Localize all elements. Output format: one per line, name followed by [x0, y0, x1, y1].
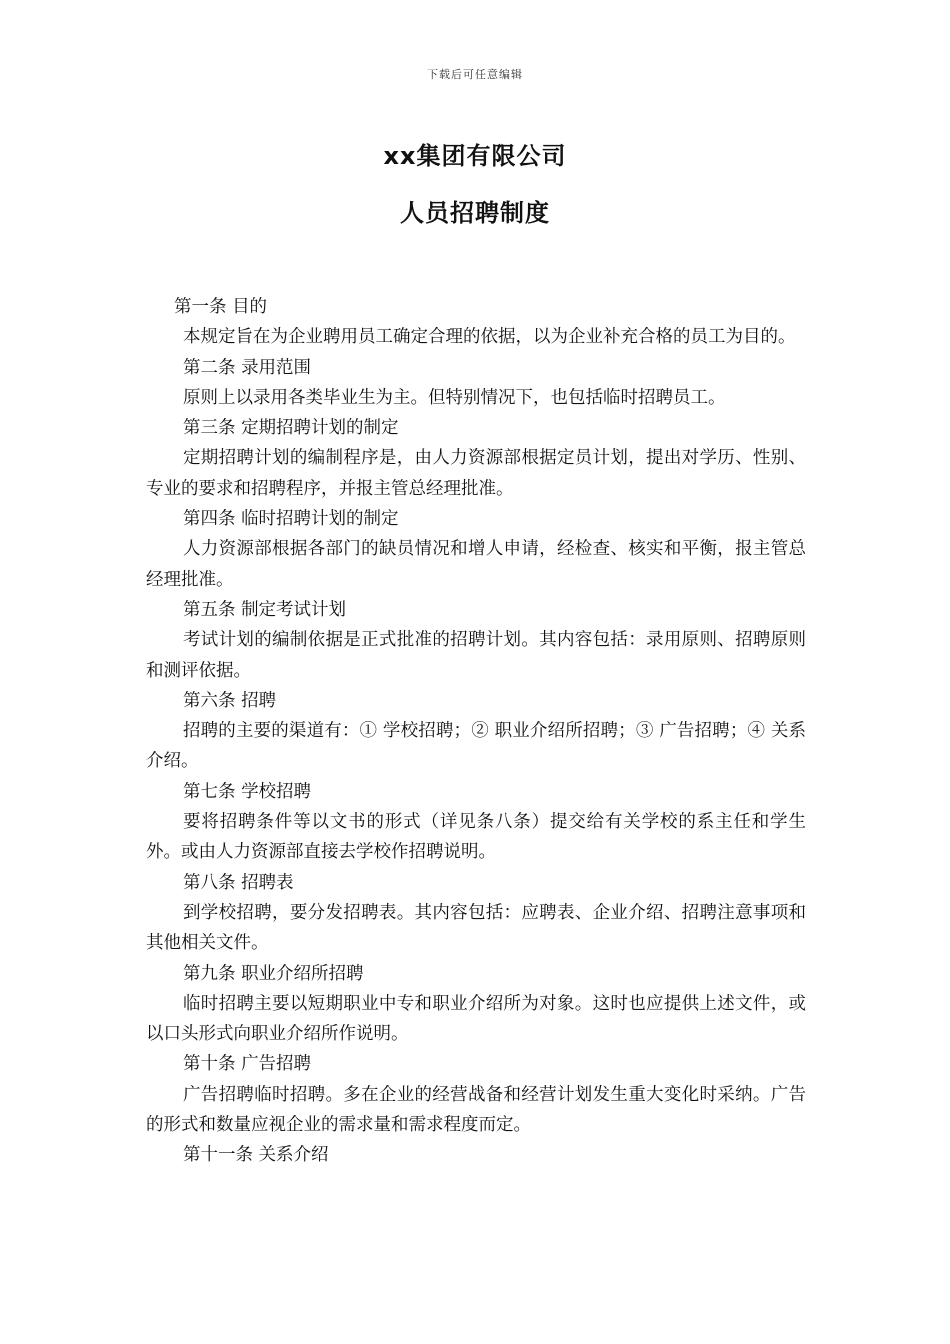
article-body: 临时招聘主要以短期职业中专和职业介绍所为对象。这时也应提供上述文件，或以口头形式向职业介绍所作说明。 — [146, 993, 806, 1045]
article-heading: 第九条 职业介绍所招聘 — [183, 963, 364, 984]
article-body: 原则上以录用各类毕业生为主。但特别情况下，也包括临时招聘员工。 — [183, 387, 726, 408]
article-body: 定期招聘计划的编制程序是，由人力资源部根据定员计划，提出对学历、性别、专业的要求和招聘程序，并报主管总经理批准。 — [146, 448, 806, 499]
article-heading: 第五条 制定考试计划 — [183, 599, 347, 620]
article-heading: 第六条 招聘 — [183, 690, 277, 711]
article-body: 要将招聘条件等以文书的形式（详见条八条）提交给有关学校的系主任和学生外。或由人力资源部直接去学校作招聘说明。 — [146, 812, 806, 863]
article-body: 人力资源部根据各部门的缺员情况和增人申请，经检查、核实和平衡，报主管总经理批准。 — [146, 539, 806, 590]
document-title: 人员招聘制度 — [400, 199, 550, 227]
article-heading: 第八条 招聘表 — [183, 872, 294, 893]
article-heading: 第十条 广告招聘 — [183, 1054, 312, 1075]
article-heading: 第二条 录用范围 — [183, 357, 312, 378]
article-body: 招聘的主要的渠道有：① 学校招聘；② 职业介绍所招聘；③ 广告招聘；④ 关系介绍。 — [146, 721, 806, 772]
article-heading: 第七条 学校招聘 — [183, 781, 312, 802]
article-body: 考试计划的编制依据是正式批准的招聘计划。其内容包括：录用原则、招聘原则和测评依据。 — [146, 630, 806, 681]
header-note: 下载后可任意编辑 — [427, 68, 523, 81]
article-heading: 第十一条 关系介绍 — [183, 1145, 329, 1166]
article-heading: 第一条 目的 — [174, 297, 268, 317]
article-body: 到学校招聘，要分发招聘表。其内容包括：应聘表、企业介绍、招聘注意事项和其他相关文件。 — [146, 902, 806, 954]
article-body: 本规定旨在为企业聘用员工确定合理的依据，以为企业补充合格的员工为目的。 — [183, 327, 796, 348]
company-title: xx集团有限公司 — [383, 142, 567, 170]
article-body: 广告招聘临时招聘。多在企业的经营战备和经营计划发生重大变化时采纳。广告的形式和数量应视企业的需求量和需求程度而定。 — [146, 1084, 806, 1136]
article-heading: 第三条 定期招聘计划的制定 — [183, 418, 399, 439]
document-body — [146, 292, 806, 1171]
article-heading: 第四条 临时招聘计划的制定 — [183, 509, 399, 530]
